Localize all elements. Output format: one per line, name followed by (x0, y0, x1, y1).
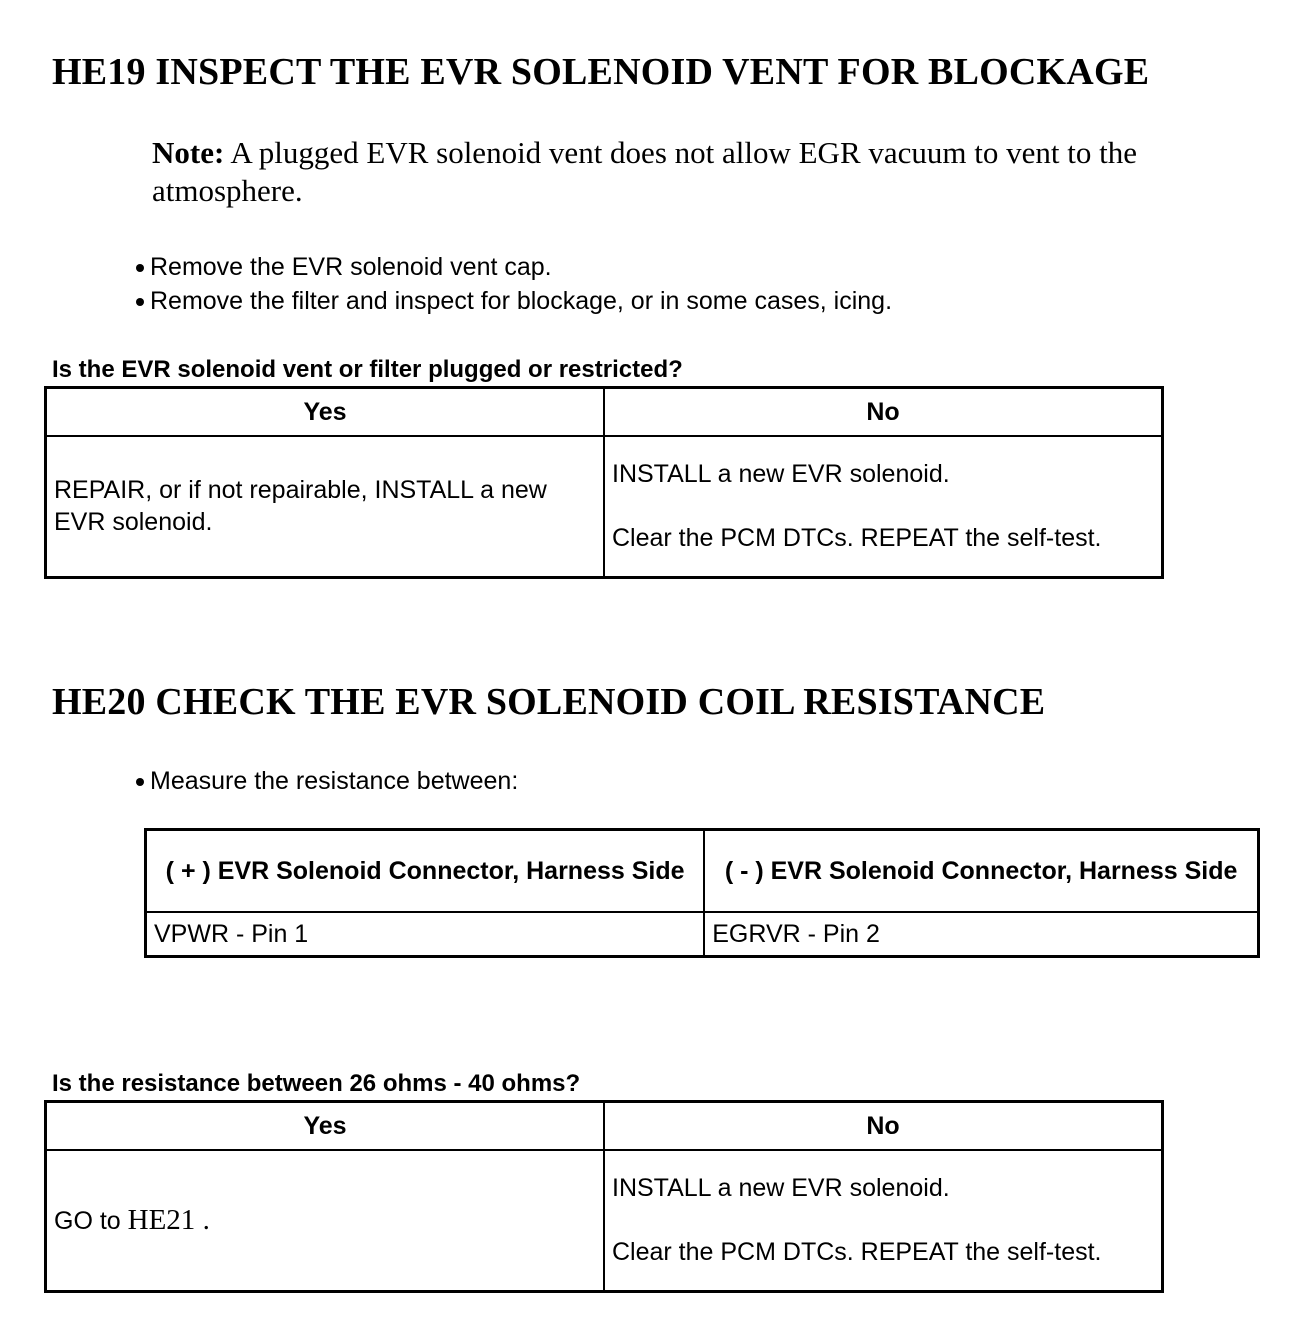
he19-bullet-list (136, 250, 892, 318)
note-text: A plugged EVR solenoid vent does not allow EGR vacuum to vent to the atmosphere. (152, 135, 1137, 208)
yes-text: REPAIR, or if not repairable, INSTALL a new EVR solenoid. (54, 476, 547, 537)
list-item (136, 250, 892, 284)
he20-heading: HE20 CHECK THE EVR SOLENOID COIL RESISTANCE (52, 681, 1046, 723)
list-item-text: Remove the filter and inspect for blockage, or in some cases, icing. (150, 287, 893, 315)
negative-pin-cell: EGRVR - Pin 2 (704, 912, 1258, 957)
no-header: No (604, 1102, 1163, 1150)
yes-text-suffix: . (195, 1203, 210, 1236)
he19-note (152, 134, 1252, 210)
he19-heading: HE19 INSPECT THE EVR SOLENOID VENT FOR BLOCKAGE (52, 51, 1150, 93)
no-text-line1: INSTALL a new EVR solenoid. (612, 460, 950, 489)
list-item-text: Remove the EVR solenoid vent cap. (150, 253, 552, 281)
negative-connector-header: ( - ) EVR Solenoid Connector, Harness Side (704, 830, 1258, 912)
yes-cell (46, 1150, 605, 1292)
list-item-text: Measure the resistance between: (150, 767, 519, 795)
no-text-line2: Clear the PCM DTCs. REPEAT the self-test. (612, 524, 1102, 553)
no-cell (604, 1150, 1163, 1292)
list-item (136, 284, 892, 318)
he20-bullet-list (136, 764, 518, 798)
he20-question: Is the resistance between 26 ohms - 40 ohms? (52, 1070, 581, 1097)
positive-pin-cell: VPWR - Pin 1 (146, 912, 705, 957)
positive-connector-header: ( + ) EVR Solenoid Connector, Harness Side (146, 830, 705, 912)
yes-header: Yes (46, 388, 605, 436)
note-label: Note: (152, 135, 225, 170)
yes-header: Yes (46, 1102, 605, 1150)
no-header: No (604, 388, 1163, 436)
he19-question: Is the EVR solenoid vent or filter plugged or restricted? (52, 356, 683, 383)
he19-answer-table (44, 386, 1164, 579)
bullet-icon (136, 778, 144, 786)
yes-cell (46, 436, 605, 578)
bullet-icon (136, 264, 144, 272)
bullet-icon (136, 298, 144, 306)
measure-table (144, 828, 1260, 958)
no-text-line2: Clear the PCM DTCs. REPEAT the self-test. (612, 1238, 1102, 1267)
no-text-line1: INSTALL a new EVR solenoid. (612, 1174, 950, 1203)
he21-link[interactable]: HE21 (127, 1203, 196, 1236)
he20-answer-table (44, 1100, 1164, 1293)
list-item (136, 764, 518, 798)
no-cell (604, 436, 1163, 578)
yes-text-prefix: GO to (54, 1206, 128, 1235)
